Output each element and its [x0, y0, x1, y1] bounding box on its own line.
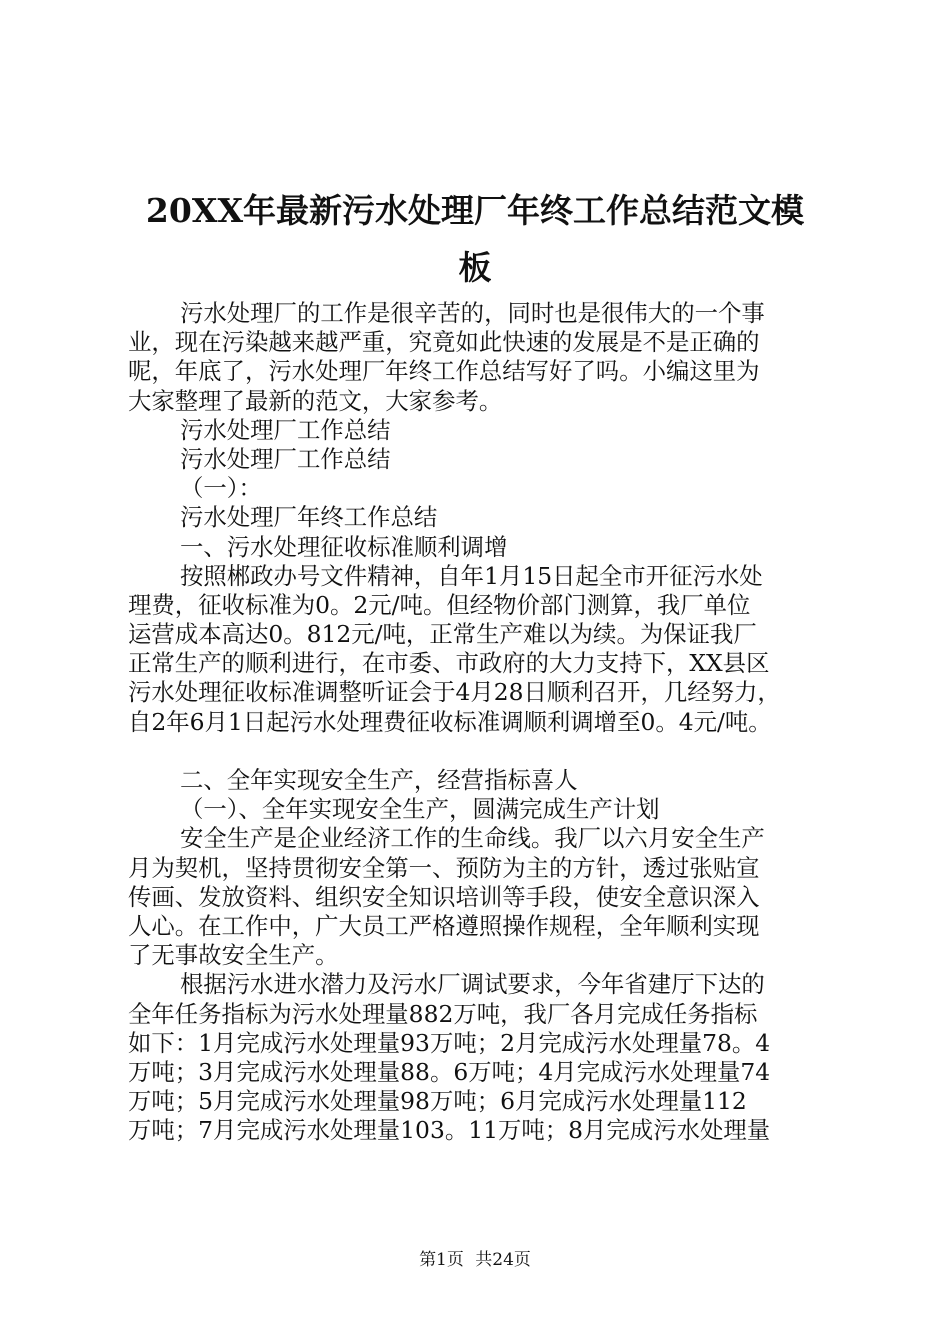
body-text-line: 月为契机，坚持贯彻安全第一、预防为主的方针，透过张贴宣: [128, 853, 760, 882]
body-text-line: 污水处理厂工作总结: [180, 444, 391, 473]
document-body: [128, 299, 838, 1145]
body-text-line: 运营成本高达0。812元/吨，正常生产难以为续。为保证我厂: [128, 620, 757, 649]
body-text-line: 根据污水进水潜力及污水厂调试要求，今年省建厅下达的: [180, 970, 765, 999]
body-text-line: 了无事故安全生产。: [128, 941, 339, 970]
body-text-line: （一）、全年实现安全生产，圆满完成生产计划: [180, 795, 660, 824]
page-number: 第1页: [419, 1250, 464, 1270]
body-text-line: 人心。在工作中，广大员工严格遵照操作规程，全年顺利实现: [128, 911, 760, 940]
body-text-line: 污水处理厂的工作是很辛苦的，同时也是很伟大的一个事: [180, 299, 765, 327]
body-text-line: 污水处理征收标准调整听证会于4月28日顺利召开，几经努力，: [128, 678, 781, 707]
body-text-line: 如下：1月完成污水处理量93万吨；2月完成污水处理量78。4: [128, 1028, 771, 1057]
document-title-line-2: 板: [458, 248, 492, 287]
body-text-line: 污水处理厂年终工作总结: [180, 503, 438, 532]
body-text-line: 万吨；5月完成污水处理量98万吨；6月完成污水处理量112: [128, 1087, 747, 1116]
body-text-line: 一、污水处理征收标准顺利调增: [180, 532, 508, 561]
body-text-line: 万吨；3月完成污水处理量88。6万吨；4月完成污水处理量74: [128, 1057, 771, 1086]
body-text-line: （一）：: [180, 474, 262, 503]
body-text-line: 呢，年底了，污水处理厂年终工作总结写好了吗。小编这里为: [128, 357, 760, 386]
body-text-line: 二、全年实现安全生产，经营指标喜人: [180, 766, 578, 794]
body-text-line: 污水处理厂工作总结: [180, 415, 391, 444]
body-text-line: 自2年6月1日起污水处理费征收标准调顺利调增至0。4元/吨。: [128, 707, 772, 736]
body-text-line: 正常生产的顺利进行，在市委、市政府的大力支持下，XX县区: [128, 649, 770, 678]
page-total: 共24页: [475, 1250, 531, 1270]
body-text-line: 理费，征收标准为0。2元/吨。但经物价部门测算，我厂单位: [128, 590, 751, 619]
document-title-line-1: 20XX年最新污水处理厂年终工作总结范文模: [145, 191, 805, 230]
body-text-line: 业，现在污染越来越严重，究竟如此快速的发展是不是正确的: [128, 328, 760, 357]
page-footer: [0, 1249, 950, 1271]
body-text-line: 万吨；7月完成污水处理量103。11万吨；8月完成污水处理量: [128, 1116, 771, 1145]
body-text-line: 按照郴政办号文件精神，自年1月15日起全市开征污水处: [180, 561, 763, 590]
body-text-line: 全年任务指标为污水处理量882万吨，我厂各月完成任务指标: [128, 999, 758, 1028]
body-text-line: 安全生产是企业经济工作的生命线。我厂以六月安全生产: [180, 824, 765, 853]
body-text-line: [128, 737, 838, 766]
body-text-line: 大家整理了最新的范文，大家参考。: [128, 386, 503, 415]
body-text-line: 传画、发放资料、组织安全知识培训等手段，使安全意识深入: [128, 882, 760, 911]
